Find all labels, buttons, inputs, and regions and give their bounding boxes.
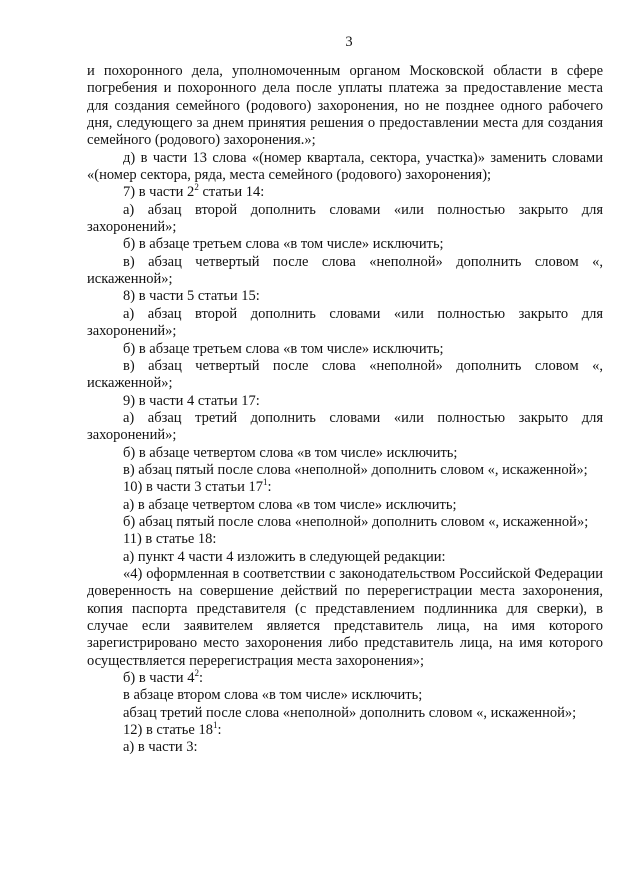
paragraph bbox=[87, 393, 603, 410]
paragraph-text: а) абзац второй дополнить словами «или полностью закрыто для захоронений»; bbox=[87, 305, 603, 340]
paragraph bbox=[87, 566, 603, 670]
superscript: 2 bbox=[194, 668, 199, 679]
paragraph-text: 12) в статье 18 bbox=[123, 722, 213, 739]
paragraph bbox=[87, 705, 603, 722]
paragraph-text: 7) в части 2 bbox=[123, 184, 195, 201]
document-body bbox=[87, 63, 603, 757]
paragraph bbox=[87, 549, 603, 566]
page-number: 3 bbox=[345, 34, 353, 50]
paragraph-text: 9) в части 4 статьи 17: bbox=[123, 392, 260, 409]
paragraph bbox=[87, 150, 603, 185]
paragraph-text: б) в абзаце третьем слова «в том числе» исключить; bbox=[123, 340, 444, 357]
paragraph-text: а) пункт 4 части 4 изложить в следующей редакции: bbox=[123, 548, 446, 565]
paragraph-text: в) абзац пятый после слова «неполной» дополнить словом «, искаженной»; bbox=[123, 461, 588, 478]
paragraph-text: а) абзац второй дополнить словами «или полностью закрыто для захоронений»; bbox=[87, 201, 603, 236]
paragraph-text: в абзаце втором слова «в том числе» исключить; bbox=[123, 687, 423, 704]
paragraph-text: 11) в статье 18: bbox=[123, 531, 217, 548]
paragraph-text: б) в части 4 bbox=[123, 670, 195, 687]
paragraph bbox=[87, 288, 603, 305]
paragraph bbox=[87, 462, 603, 479]
paragraph-text: а) в части 3: bbox=[123, 739, 198, 756]
paragraph-text: а) абзац третий дополнить словами «или полностью закрыто для захоронений»; bbox=[87, 409, 603, 444]
superscript: 1 bbox=[263, 477, 268, 488]
paragraph-text-tail: : bbox=[217, 722, 222, 739]
paragraph-text: д) в части 13 слова «(номер квартала, сектора, участка)» заменить словами «(номер сектора, ряда, места семейного (родового) захоронения); bbox=[87, 149, 603, 184]
paragraph bbox=[87, 687, 603, 704]
paragraph bbox=[87, 479, 603, 496]
paragraph bbox=[87, 410, 603, 445]
paragraph-text: 10) в части 3 статьи 17 bbox=[123, 479, 264, 496]
paragraph-text: абзац третий после слова «неполной» дополнить словом «, искаженной»; bbox=[123, 704, 577, 721]
paragraph-text-tail: : bbox=[198, 670, 203, 687]
paragraph bbox=[87, 739, 603, 756]
paragraph bbox=[87, 236, 603, 253]
paragraph bbox=[87, 358, 603, 393]
paragraph-text-tail: : bbox=[267, 479, 272, 496]
paragraph-text: «4) оформленная в соответствии с законодательством Российской Федерации доверенность на совершение действий по перерегистрации места захоронения, копия паспорта представителя (с представлением подлинника для сверки), в случае если заявителем является представитель лица, на имя которого зарегистрировано место захоронения либо представитель лица, на имя которого осуществляется перерегистрация места захоронения»; bbox=[87, 565, 603, 669]
paragraph-text: а) в абзаце четвертом слова «в том числе» исключить; bbox=[123, 496, 457, 513]
paragraph-text: и похоронного дела, уполномоченным органом Московской области в сфере погребения и похоронного дела после уплаты платежа за предоставление места для создания семейного (родового) захоронения, но не позднее одного рабочего дня, следующего за днем принятия решения о предоставлении места для создания семейного (родового) захоронения.»; bbox=[87, 63, 603, 149]
superscript: 1 bbox=[212, 720, 218, 731]
superscript: 2 bbox=[194, 182, 199, 193]
paragraph bbox=[87, 445, 603, 462]
paragraph bbox=[87, 514, 603, 531]
paragraph bbox=[87, 670, 603, 687]
paragraph bbox=[87, 254, 603, 289]
paragraph bbox=[87, 531, 603, 548]
paragraph bbox=[87, 63, 603, 150]
paragraph bbox=[87, 306, 603, 341]
paragraph-text: в) абзац четвертый после слова «неполной» дополнить словом «, искаженной»; bbox=[87, 253, 603, 288]
paragraph-text: б) в абзаце третьем слова «в том числе» исключить; bbox=[123, 236, 444, 253]
paragraph-text-tail: статьи 14: bbox=[198, 184, 265, 201]
paragraph-text: 8) в части 5 статьи 15: bbox=[123, 288, 260, 305]
paragraph bbox=[87, 341, 603, 358]
paragraph bbox=[87, 722, 603, 739]
paragraph-text: б) абзац пятый после слова «неполной» дополнить словом «, искаженной»; bbox=[123, 513, 589, 530]
paragraph bbox=[87, 184, 603, 201]
paragraph bbox=[87, 202, 603, 237]
paragraph bbox=[87, 497, 603, 514]
paragraph-text: в) абзац четвертый после слова «неполной» дополнить словом «, искаженной»; bbox=[87, 357, 603, 392]
paragraph-text: б) в абзаце четвертом слова «в том числе» исключить; bbox=[123, 444, 458, 461]
